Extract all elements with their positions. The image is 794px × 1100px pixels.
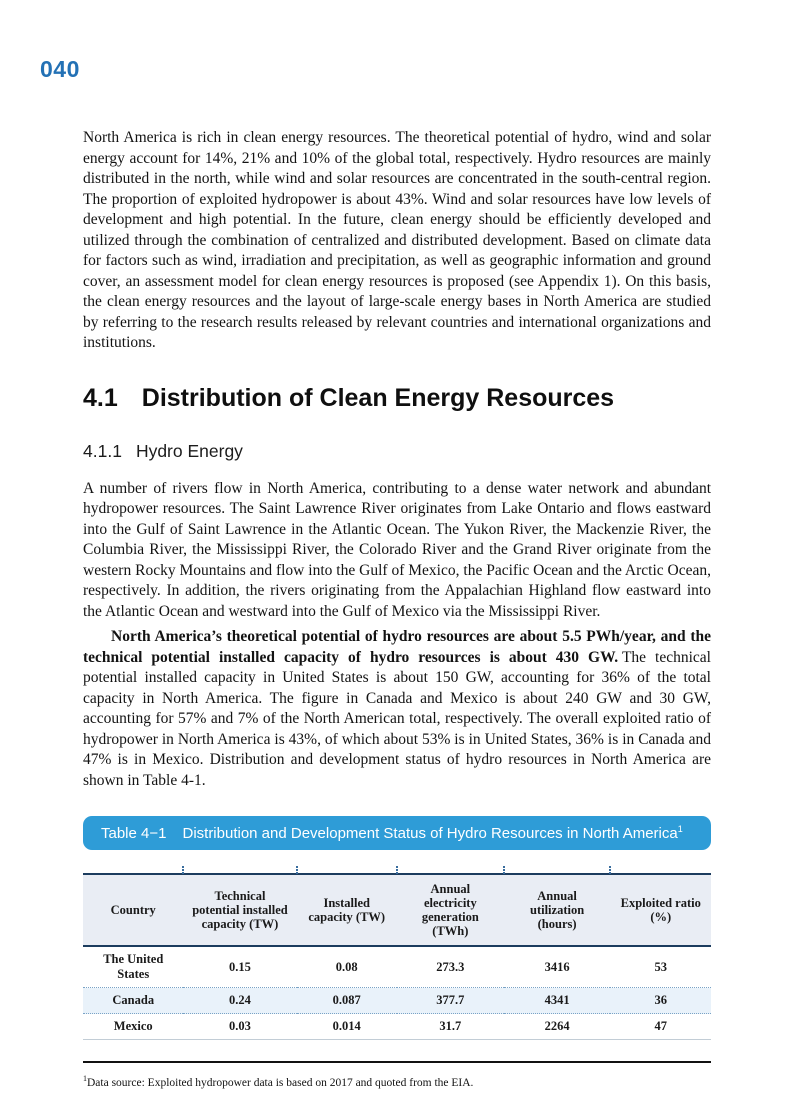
section-heading [83,384,711,413]
column-header-technical-potential: Technical potential installed capacity (TW) [183,874,296,946]
cell-exploited-ratio: 47 [654,1019,667,1033]
cell-exploited-ratio: 36 [610,988,711,1014]
cell-annual-generation: 377.7 [397,988,504,1014]
table-row-mexico [83,1014,711,1040]
cell-technical-potential: 0.24 [183,988,296,1014]
cell-annual-utilization: 4341 [504,988,611,1014]
column-header-country: Country [83,874,183,946]
footnote-text: Data source: Exploited hydropower data is based on 2017 and quoted from the EIA. [87,1076,474,1089]
cell-technical-potential: 0.03 [229,1019,251,1033]
section-number: 4.1 [83,383,118,412]
table-row-canada [83,988,711,1014]
cell-installed-capacity: 0.087 [297,988,397,1014]
potential-paragraph-bold: North America’s theoretical potential of hydro resources are about 5.5 PWh/year, and the technical potential installed capacity of hydro resources is about 430 GW. [83,628,711,666]
rivers-paragraph: A number of rivers flow in North America, contributing to a dense water network and abundant hydropower resources. The Saint Lawrence River originates from Lake Ontario and flows eastward into the Gulf of Saint Lawrence in the Atlantic Ocean. The Yukon River, the Mackenzie River, the Columbia River, the Mississippi River, the Colorado River and the Grand River originate from the western Rocky Mountains and flow into the Gulf of Mexico, the Pacific Ocean and the Arctic Ocean, respectively. In addition, the rivers originating from the Appalachian Highland flow eastward into the Atlantic Ocean and westward into the Gulf of Mexico via the Mississippi River. [83,479,711,620]
potential-paragraph [83,627,711,791]
cell-technical-potential: 0.15 [183,946,296,988]
column-header-installed-capacity: Installed capacity (TW) [297,874,397,946]
table-row-united-states [83,946,711,988]
cell-annual-utilization: 3416 [504,946,611,988]
page-number: 040 [40,56,80,82]
footnote-ref: 1 [83,1074,87,1083]
cell-installed-capacity: 0.08 [297,946,397,988]
cell-country: Mexico [113,1019,153,1033]
cell-country: The United States [83,946,183,988]
cell-annual-generation: 31.7 [439,1019,462,1033]
hydro-resources-table [83,873,711,1040]
cell-exploited-ratio: 53 [610,946,711,988]
column-header-annual-utilization: Annual utilization (hours) [504,874,611,946]
table-caption-bar [83,816,711,850]
subsection-number: 4.1.1 [83,440,122,461]
cell-country: Canada [83,988,183,1014]
subsection-title: Hydro Energy [135,440,243,461]
table-caption-title-text: Distribution and Development Status of Hydro Resources in North America [182,824,678,842]
potential-paragraph-regular: The technical potential installed capacity in United States is about 150 GW, accounting for 36% of the total capacity in North America. The figure in Canada and Mexico is about 240 GW and 30 GW, accounting for 57% and 7% of the North American total, respectively. The overall exploited ratio of hydropower in North America is 43%, of which about 53% is in United States, 36% is in Canada and 47% is in Mexico. Distribution and development status of hydro resources in North America are shown in Table 4-1. [83,648,711,789]
section-title: Distribution of Clean Energy Resources [141,383,615,412]
table-caption-title [182,825,682,842]
cell-annual-generation: 273.3 [397,946,504,988]
table-caption-footnote-ref: 1 [677,823,683,834]
column-header-exploited-ratio: Exploited ratio (%) [610,874,711,946]
cell-installed-capacity: 0.014 [332,1019,361,1033]
table-header-row [83,874,711,946]
footnote-divider [83,1061,711,1063]
intro-paragraph: North America is rich in clean energy resources. The theoretical potential of hydro, wind and solar energy account for 14%, 21% and 10% of the global total, respectively. Hydro resources are mainly distributed in the north, while wind and solar resources are concentrated in the south-central region. The proportion of exploited hydropower is about 43%. Wind and solar resources have low levels of development and high potential. In the future, clean energy should be efficiently developed and utilized through the combination of centralized and distributed development. Based on climate data for factors such as wind, irradiation and precipitation, as well as geographic information and ground cover, an assessment model for clean energy resources is proposed (see Appendix 1). On this basis, the clean energy resources and the layout of large-scale energy bases in North America are studied by referring to the research results released by relevant countries and international organizations and institutions. [83,129,711,351]
subsection-heading [83,441,711,462]
table-footnote [83,1074,711,1089]
column-header-annual-generation: Annual electricity generation (TWh) [397,874,504,946]
page-content [83,128,711,1089]
cell-annual-utilization: 2264 [544,1019,570,1033]
table-caption-label: Table 4−1 [101,824,167,842]
